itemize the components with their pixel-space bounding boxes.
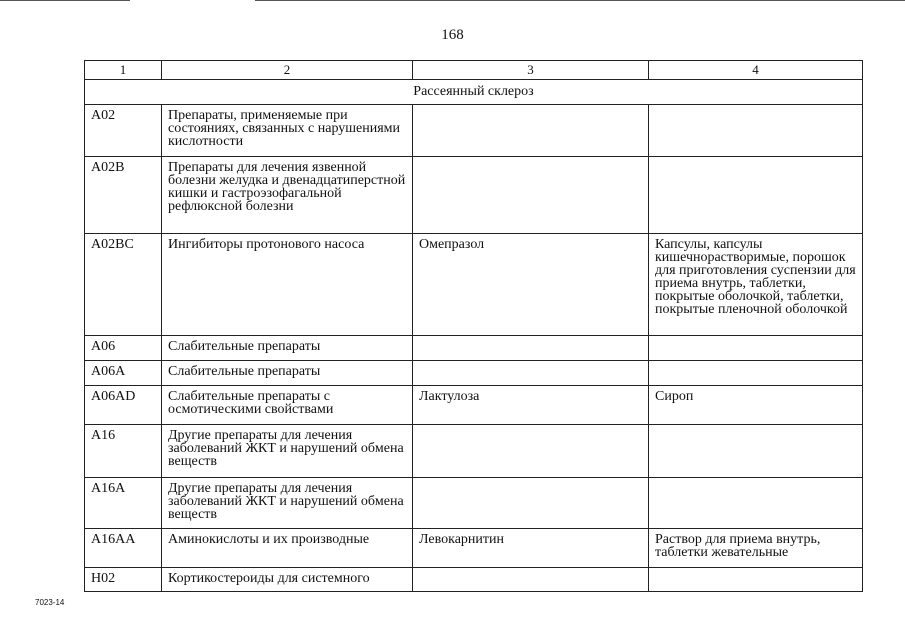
atc-code: A06AD [85,386,162,425]
group-name: Другие препараты для лечения заболеваний ЖКТ и нарушений обмена веществ [162,478,413,529]
drug-table [84,60,863,592]
drug-name: Левокарнитин [413,529,649,568]
drug-name [413,478,649,529]
group-name: Аминокислоты и их производные [162,529,413,568]
column-number-row [85,61,863,80]
table-row [85,529,863,568]
group-name: Препараты для лечения язвенной болезни желудка и двенадцатиперстной кишки и гастроэзофагальной рефлюксной болезни [162,157,413,234]
group-name: Ингибиторы протонового насоса [162,234,413,336]
dosage-form [649,478,863,529]
atc-code: A16AA [85,529,162,568]
group-name: Препараты, применяемые при состояниях, связанных с нарушениями кислотности [162,105,413,157]
atc-code: A02 [85,105,162,157]
atc-code: A16 [85,425,162,478]
atc-code: A06A [85,361,162,386]
page-number: 168 [441,27,464,43]
table-row [85,568,863,592]
dosage-form: Сироп [649,386,863,425]
atc-code: A02B [85,157,162,234]
atc-code: A02BC [85,234,162,336]
top-rule-right [255,0,905,1]
group-name: Кортикостероиды для системного [162,568,413,592]
drug-name [413,425,649,478]
dosage-form [649,105,863,157]
group-name: Слабительные препараты [162,336,413,361]
atc-code: H02 [85,568,162,592]
column-number-3: 3 [413,61,649,80]
drug-name [413,361,649,386]
dosage-form: Капсулы, капсулы кишечнорастворимые, порошок для приготовления суспензии для приема внутрь, таблетки, покрытые оболочкой, таблетки, покрытые пленочной оболочкой [649,234,863,336]
table-row [85,361,863,386]
group-name: Другие препараты для лечения заболеваний ЖКТ и нарушений обмена веществ [162,425,413,478]
drug-name [413,157,649,234]
dosage-form [649,336,863,361]
dosage-form [649,361,863,386]
column-number-4: 4 [649,61,863,80]
group-name: Слабительные препараты [162,361,413,386]
top-rule-left [0,0,130,1]
table-row [85,478,863,529]
dosage-form [649,568,863,592]
table-row [85,386,863,425]
drug-name [413,105,649,157]
drug-name: Омепразол [413,234,649,336]
dosage-form [649,157,863,234]
table-row [85,425,863,478]
table-row [85,336,863,361]
atc-code: A16A [85,478,162,529]
drug-name [413,336,649,361]
group-name: Слабительные препараты с осмотическими свойствами [162,386,413,425]
dosage-form: Раствор для приема внутрь, таблетки жевательные [649,529,863,568]
document-code: 7023-14 [35,598,65,607]
table-row [85,157,863,234]
table-row [85,105,863,157]
column-number-2: 2 [162,61,413,80]
section-row [85,80,863,105]
column-number-1: 1 [85,61,162,80]
drug-name [413,568,649,592]
dosage-form [649,425,863,478]
drug-name: Лактулоза [413,386,649,425]
table-row [85,234,863,336]
section-title: Рассеянный склероз [85,80,863,105]
atc-code: A06 [85,336,162,361]
